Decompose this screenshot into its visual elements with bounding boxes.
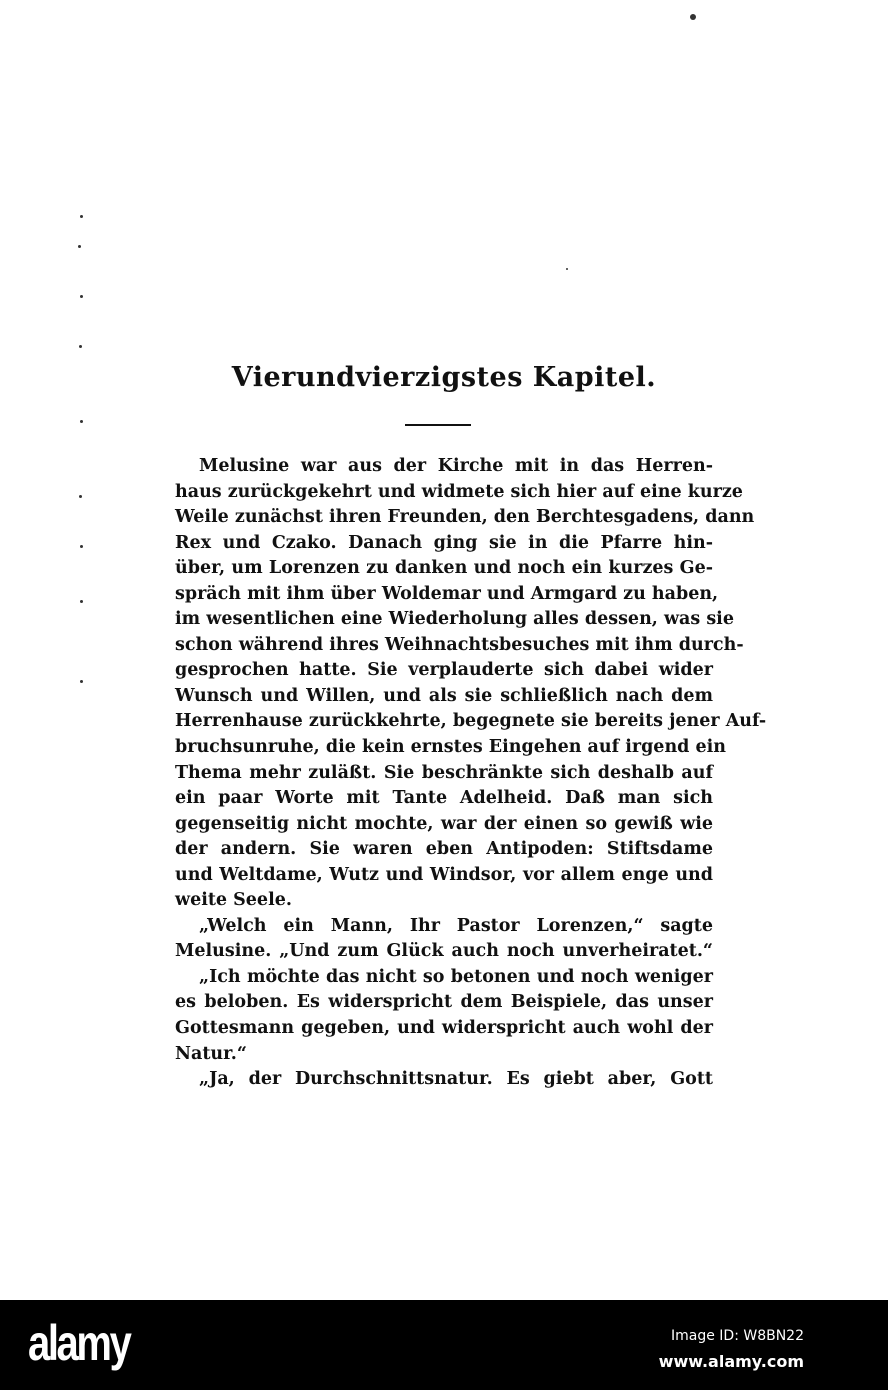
text-line: Gottesmann gegeben, und widerspricht auch wohl der [175, 1018, 713, 1039]
text-line: Natur.“ [175, 1043, 247, 1064]
text-line: Rex und Czako. Danach ging sie in die Pfarre hin- [175, 532, 713, 553]
website-link[interactable]: www.alamy.com [658, 1352, 804, 1371]
text-line: der andern. Sie waren eben Antipoden: Stiftsdame [175, 839, 713, 860]
text-line: spräch mit ihm über Woldemar und Armgard zu haben, [175, 583, 719, 604]
text-line: „Ich möchte das nicht so betonen und noch weniger [199, 966, 713, 987]
text-line: Wunsch und Willen, und als sie schließlich nach dem [175, 685, 713, 706]
ink-speck [80, 600, 83, 603]
ink-speck [690, 14, 696, 20]
text-line: über, um Lorenzen zu danken und noch ein kurzes Ge- [175, 558, 713, 579]
ink-speck [79, 345, 82, 348]
text-line: und Weltdame, Wutz und Windsor, vor allem enge und [175, 864, 713, 885]
text-line: Thema mehr zuläßt. Sie beschränkte sich deshalb auf [175, 762, 713, 783]
image-id: Image ID: W8BN22 [670, 1328, 804, 1344]
ink-speck [566, 268, 568, 270]
text-line: schon während ihres Weihnachtsbesuches mit ihm durch- [175, 634, 744, 655]
ink-speck [80, 295, 83, 298]
ink-speck [78, 245, 81, 248]
ink-speck [79, 495, 82, 498]
ink-speck [80, 420, 83, 423]
text-line: „Ja, der Durchschnittsnatur. Es giebt aber, Gott [199, 1069, 713, 1090]
text-line: Melusine war aus der Kirche mit in das Herren- [199, 456, 713, 476]
text-line: gegenseitig nicht mochte, war der einen so gewiß wie [175, 813, 713, 834]
chapter-title: Vierundvierzigstes Kapitel. [231, 362, 657, 393]
text-line: gesprochen hatte. Sie verplauderte sich dabei wider [175, 660, 713, 681]
text-line: „Welch ein Mann, Ihr Pastor Lorenzen,“ sagte [199, 915, 713, 936]
text-line: bruchsunruhe, die kein ernstes Eingehen auf irgend ein [175, 737, 727, 758]
text-line: Weile zunächst ihren Freunden, den Berchtesgadens, dann [175, 507, 755, 528]
text-line: Herrenhause zurückkehrte, begegnete sie bereits jener Auf- [175, 711, 767, 732]
ink-speck [80, 215, 83, 218]
text-line: haus zurückgekehrt und widmete sich hier auf eine kurze [175, 481, 743, 502]
title-divider [405, 424, 471, 426]
body-text [175, 454, 767, 1093]
ink-speck [80, 545, 83, 548]
text-line: weite Seele. [175, 890, 292, 911]
text-line: es beloben. Es widerspricht dem Beispiele, das unser [175, 992, 713, 1013]
text-line: im wesentlichen eine Wiederholung alles dessen, was sie [175, 609, 734, 630]
text-line: Melusine. „Und zum Glück auch noch unverheiratet.“ [175, 941, 713, 962]
ink-speck [80, 680, 83, 683]
alamy-logo: alamy [28, 1315, 130, 1371]
text-line: ein paar Worte mit Tante Adelheid. Daß man sich [175, 788, 713, 809]
watermark-footer [0, 1300, 888, 1390]
